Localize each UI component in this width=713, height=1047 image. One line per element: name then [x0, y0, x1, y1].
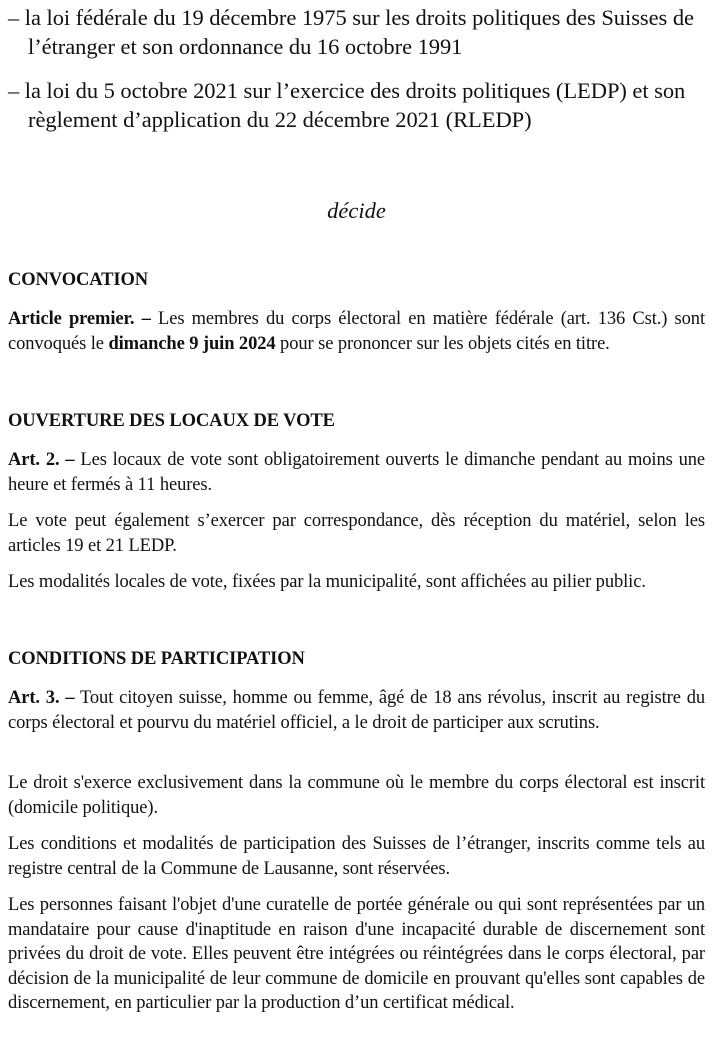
article-premier-text-1: Les membres du corps électoral en matière fédérale (art. 136 Cst.) sont convoqués le: [8, 309, 705, 354]
vote-date: dimanche 9 juin 2024: [108, 333, 276, 354]
intro-list-item-ledp: – la loi du 5 octobre 2021 sur l’exercice des droits politiques (LEDP) et son règlement d’application du 22 décembre 2021 (RLEDP): [8, 78, 686, 132]
article-2-label: Art. 2. –: [8, 450, 75, 470]
article-3-label: Art. 3. –: [8, 688, 75, 708]
intro-list-item-loi-federale: – la loi fédérale du 19 décembre 1975 sur les droits politiques des Suisses de l’étranger et son ordonnance du 16 octobre 1991: [8, 5, 694, 59]
section-heading-conditions: CONDITIONS DE PARTICIPATION: [8, 649, 305, 669]
article-2-text: Les locaux de vote sont obligatoirement ouverts le dimanche pendant au moins une heure et fermés à 11 heures.: [8, 450, 705, 495]
article-premier-paragraph: [8, 307, 705, 356]
article-premier-label: Article premier. –: [8, 309, 151, 329]
ouverture-paragraph-modalites: Les modalités locales de vote, fixées par la municipalité, sont affichées au pilier public.: [8, 572, 646, 592]
conditions-paragraph-curatelle: Les personnes faisant l'objet d'une curatelle de portée générale ou qui sont représentées par un mandataire pour cause d'inaptitude en raison d'une incapacité durable de discernement sont privées du droit de vote. Elles peuvent être intégrées ou réintégrées dans le corps électoral, par décision de la municipalité de leur commune de domicile en prouvant qu'elles sont capables de discernement, en particulier par la production d’un certificat médical.: [8, 895, 705, 1014]
decide-title: décide: [327, 198, 386, 223]
conditions-paragraph-domicile: Le droit s'exerce exclusivement dans la commune où le membre du corps électoral est inscrit (domicile politique).: [8, 773, 705, 818]
article-3-paragraph: [8, 686, 705, 735]
ouverture-paragraph-correspondance: Le vote peut également s’exercer par correspondance, dès réception du matériel, selon les articles 19 et 21 LEDP.: [8, 511, 705, 556]
conditions-paragraph-suisses-etranger: Les conditions et modalités de participation des Suisses de l’étranger, inscrits comme tels au registre central de la Commune de Lausanne, sont réservées.: [8, 834, 705, 879]
article-2-paragraph: [8, 448, 705, 497]
article-3-text: Tout citoyen suisse, homme ou femme, âgé de 18 ans révolus, inscrit au registre du corps électoral et pourvu du matériel officiel, a le droit de participer aux scrutins.: [8, 688, 705, 733]
section-heading-ouverture: OUVERTURE DES LOCAUX DE VOTE: [8, 411, 335, 431]
article-premier-text-2: pour se prononcer sur les objets cités en titre.: [275, 333, 610, 354]
section-heading-convocation: CONVOCATION: [8, 270, 149, 290]
